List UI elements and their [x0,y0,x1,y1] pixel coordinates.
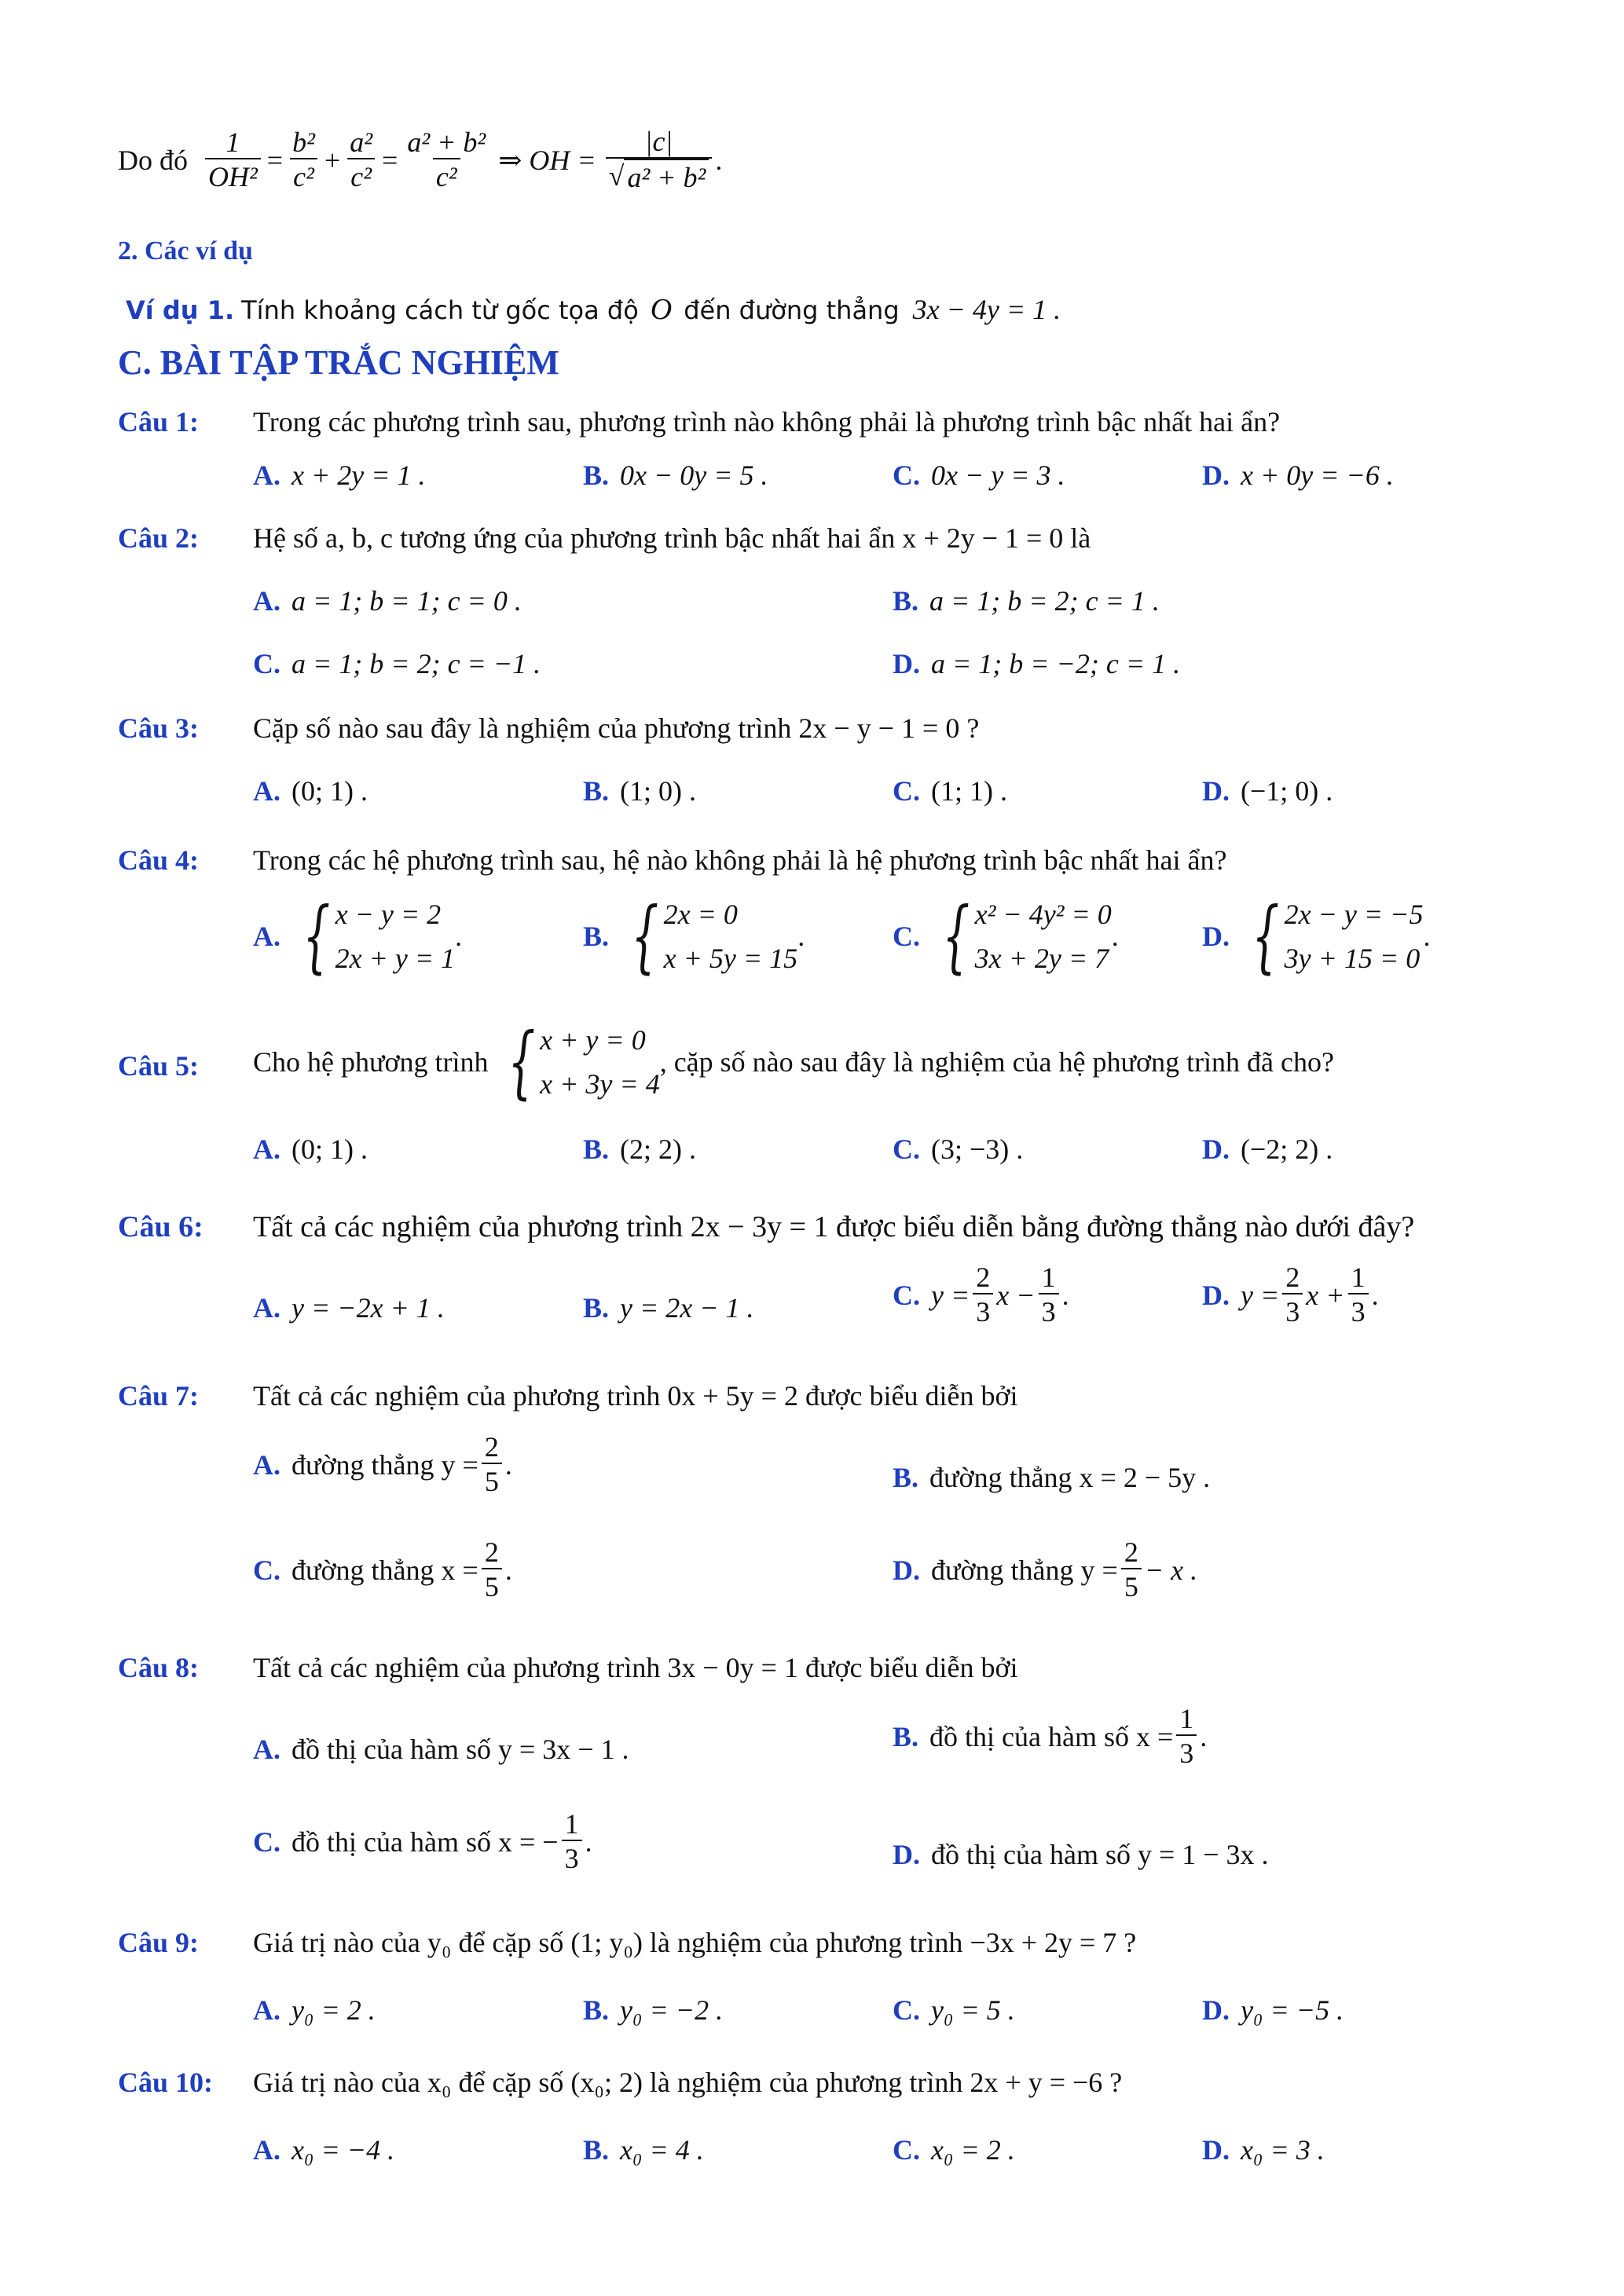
answer-text: 0x − 0y = 5 . [620,460,768,491]
answer-d[interactable] [893,647,1180,680]
intro-prefix: Do đó [118,145,188,176]
answer-c[interactable] [893,1994,1015,2027]
answer-text: y₀ = 2 . [291,1994,376,2026]
answer-key: B. [583,1994,610,2026]
equation-system [291,892,455,980]
fraction [1282,1262,1303,1329]
example-text: Tính khoảng cách từ gốc tọa độ [241,295,639,325]
answer-text: (3; −3) . [931,1133,1024,1165]
answer-b[interactable] [583,1994,723,2027]
answer-text: x − [996,1280,1036,1311]
frac-den: 5 [482,1463,502,1499]
answer-key: B. [583,2134,610,2166]
answer-text: (2; 2) . [620,1133,696,1165]
answer-d[interactable]: D. { 2x − y = −5 3y + 15 = 0 . [1202,890,1431,982]
answer-a[interactable] [253,584,522,617]
answer-text: x₀ = 3 . [1241,2134,1325,2166]
question-text: Tất cả các nghiệm của phương trình 3x − 0y = 1 được biểu diễn bởi [253,1652,1018,1683]
frac-den: 3 [562,1840,582,1876]
question-label: Câu 5: [118,1050,200,1082]
implies-text: ⇒ OH = [498,145,596,176]
fraction [1348,1262,1369,1329]
period: . [504,1449,512,1481]
answer-text: y = [1241,1280,1280,1311]
fraction [482,1431,502,1499]
answer-d[interactable] [1202,1994,1344,2027]
answer-key: B. [583,775,610,807]
fraction-4 [404,126,489,194]
example-key: Ví dụ 1. [126,295,235,325]
answer-text: x + [1306,1280,1345,1311]
answer-key: A. [253,2134,280,2166]
fraction-result [606,126,713,195]
frac-num: 1 [1179,1703,1194,1734]
answer-key: D. [1202,921,1230,952]
answer-text: đồ thị của hàm số y = 3x − 1 . [291,1734,629,1765]
answer-key: D. [1202,1133,1230,1165]
frac-num: 1 [564,1808,579,1840]
question-label: Câu 2: [118,522,200,554]
answer-text: y₀ = −2 . [620,1994,724,2026]
frac-den: c² [347,158,375,194]
answer-text: (−2; 2) . [1241,1133,1333,1165]
answer-text: 0x − y = 3 . [931,460,1065,491]
question-text: Tất cả các nghiệm của phương trình 2x − 3y = 1 được biểu diễn bằng đường thẳng nào dưới đây? [253,1210,1415,1243]
answer-key: D. [1202,775,1230,807]
answer-text: đường thẳng y = [291,1449,478,1481]
question-text: Giá trị nào của x₀ để cặp số (x₀; 2) là nghiệm của phương trình 2x + y = −6 ? [253,2067,1123,2098]
frac-num: 2 [1124,1536,1138,1568]
frac-den: c² [290,158,317,194]
question-text: Tất cả các nghiệm của phương trình 0x + 5y = 2 được biểu diễn bởi [253,1380,1018,1412]
answer-key: A. [253,1133,280,1165]
answer-key: D. [1202,1994,1230,2026]
answer-key: A. [253,585,280,617]
fraction [1039,1262,1059,1329]
system-row: 3x + 2y = 7 [974,943,1109,974]
answer-a[interactable] [253,2133,394,2166]
question-label: Câu 1: [118,406,200,438]
answer-key: B. [583,921,610,952]
answer-key: C. [893,1994,920,2026]
system-row: 2x + y = 1 [335,943,456,974]
question-label: Câu 6: [118,1210,203,1243]
answer-key: A. [253,1734,280,1765]
fraction-3 [346,126,376,194]
answer-key: B. [893,585,919,617]
period: . [504,1554,512,1586]
answer-text: đường thẳng x = [291,1554,478,1586]
frac-num: 1 [225,126,240,158]
system-row: x + y = 0 [540,1024,646,1056]
answer-b[interactable]: B. { 2x = 0 x + 5y = 15 . [583,890,805,982]
period: . [715,145,723,176]
answer-text: (0; 1) . [291,775,368,807]
answer-key: A. [253,1449,280,1481]
answer-a[interactable]: A. { x − y = 2 2x + y = 1 . [253,890,463,982]
fraction [482,1536,502,1604]
example-var: O [650,293,673,326]
frac-num: 1 [1041,1262,1056,1293]
question-label: Câu 3: [118,712,200,744]
section-2-title: 2. Các ví dụ [118,236,253,265]
answer-text: đường thẳng y = [931,1554,1118,1586]
answer-c[interactable]: C. { x² − 4y² = 0 3x + 2y = 7 . [893,890,1119,982]
answer-text: x + 0y = −6 . [1241,460,1394,491]
answer-d[interactable] [1202,1133,1333,1166]
answer-text: a = 1; b = 1; c = 0 . [291,585,522,617]
answer-text: y₀ = −5 . [1241,1994,1344,2026]
brace-icon: { [1252,890,1280,982]
answer-text: y = [931,1280,970,1311]
answer-text: y = −2x + 1 . [291,1292,445,1324]
answer-b[interactable] [893,1703,1207,1771]
answer-text: đồ thị của hàm số y = 1 − 3x . [931,1839,1269,1870]
system-row: 3y + 15 = 0 [1284,943,1421,974]
answer-b[interactable] [893,584,1160,617]
answer-text: y₀ = 5 . [931,1994,1015,2026]
answer-text: đường thẳng x = 2 − 5y . [929,1462,1211,1493]
answer-b[interactable] [583,1291,754,1324]
answer-key: D. [893,1839,920,1870]
frac-den: 3 [1282,1293,1303,1329]
answer-b[interactable] [583,1133,696,1166]
example-text-2: đến đường thẳng [684,295,900,325]
equation-system [497,1018,660,1106]
answer-key: B. [583,460,610,491]
answer-key: D. [893,648,920,679]
answer-key: C. [893,1280,920,1311]
answer-key: C. [253,1826,280,1858]
frac-num: 2 [484,1536,499,1568]
answer-text: x₀ = −4 . [291,2134,395,2166]
system-row: x + 5y = 15 [663,943,798,974]
period: . [585,1826,592,1858]
question-label: Câu 10: [118,2067,214,2098]
answer-key: B. [893,1721,919,1752]
answer-key: A. [253,921,280,952]
answer-d[interactable] [1202,1262,1379,1329]
brace-icon: { [302,890,331,982]
answer-c[interactable] [893,774,1007,807]
fraction [1176,1703,1197,1771]
answer-b[interactable] [583,774,696,807]
answer-key: C. [893,775,920,807]
brace-icon: { [507,1016,535,1108]
period: . [1371,1280,1379,1311]
answer-text: x₀ = 4 . [620,2134,704,2166]
answer-c[interactable] [893,1133,1023,1166]
answer-text: đồ thị của hàm số x = − [291,1826,559,1858]
answer-c[interactable] [893,459,1065,492]
answer-key: B. [583,1133,610,1165]
answer-b[interactable] [583,2133,704,2166]
question-label: Câu 7: [118,1380,200,1412]
answer-key: C. [893,2134,920,2166]
question-text: Cặp số nào sau đây là nghiệm của phương trình 2x − y − 1 = 0 ? [253,712,980,744]
equation-system [1241,892,1423,980]
answer-a[interactable] [253,774,368,807]
radicand: a² + b² [624,159,709,195]
answer-key: C. [893,460,920,491]
answer-key: A. [253,1292,280,1324]
system-row: 2x = 0 [663,899,738,930]
answer-text: đồ thị của hàm số x = [929,1721,1174,1752]
answer-key: C. [893,1133,920,1165]
system-row: x + 3y = 4 [540,1068,660,1100]
system-row: x² − 4y² = 0 [974,899,1112,930]
answer-c[interactable] [253,647,541,680]
answer-c[interactable] [253,1536,512,1604]
frac-num: b² [292,126,315,158]
answer-d[interactable] [893,1536,1197,1604]
example-1 [126,292,1061,328]
answer-text: (1; 1) . [931,775,1007,807]
answer-key: C. [893,921,920,952]
answer-text: (1; 0) . [620,775,696,807]
period: . [1061,1280,1069,1311]
question-text [253,1018,1334,1106]
fraction-1 [205,126,261,194]
equation-system [931,892,1112,980]
answer-text: (0; 1) . [291,1133,368,1165]
frac-den: 3 [1176,1734,1197,1771]
fraction-2 [289,126,318,194]
frac-num: 2 [976,1262,991,1293]
answer-c[interactable] [253,1808,592,1876]
frac-num: 1 [1351,1262,1366,1293]
answer-b[interactable] [583,459,768,492]
answer-key: D. [1202,460,1230,491]
frac-den: 3 [973,1293,993,1329]
frac-den: 5 [482,1568,502,1604]
answer-text: − x . [1144,1554,1198,1586]
section-c-title: C. BÀI TẬP TRẮC NGHIỆM [118,343,559,382]
answer-c[interactable] [893,1262,1069,1329]
question-text-post: , cặp số nào sau đây là nghiệm của hệ phương trình đã cho? [659,1046,1334,1078]
frac-num: a² + b² [407,126,486,158]
answer-text: a = 1; b = 2; c = −1 . [291,648,541,679]
answer-a[interactable] [253,1431,512,1499]
fraction [973,1262,993,1329]
frac-den: 3 [1348,1293,1369,1329]
question-label: Câu 8: [118,1652,200,1683]
frac-num: a² [350,126,373,158]
answer-text: a = 1; b = 2; c = 1 . [929,585,1160,617]
answer-d[interactable] [1202,774,1333,807]
answer-key: A. [253,460,280,491]
answer-text: (−1; 0) . [1241,775,1333,807]
answer-key: D. [1202,1280,1230,1311]
question-text: Trong các hệ phương trình sau, hệ nào không phải là hệ phương trình bậc nhất hai ẩn? [253,844,1227,876]
sqrt-symbol: √ [608,160,625,192]
question-text: Giá trị nào của y₀ để cặp số (1; y₀) là nghiệm của phương trình −3x + 2y = 7 ? [253,1927,1137,1958]
answer-a[interactable] [253,1733,629,1766]
answer-d[interactable] [1202,459,1394,492]
brace-icon: { [631,890,659,982]
answer-key: C. [253,1554,280,1586]
frac-den: OH² [205,158,261,194]
frac-num: |c| [644,126,673,157]
answer-c[interactable] [893,2133,1015,2166]
answer-d[interactable] [893,1838,1269,1871]
system-row: x − y = 2 [335,899,442,930]
answer-key: A. [253,775,280,807]
answer-key: B. [893,1462,919,1493]
equation-system [620,892,797,980]
answer-a[interactable] [253,1994,376,2027]
answer-text: y = 2x − 1 . [620,1292,754,1324]
answer-d[interactable] [1202,2133,1325,2166]
frac-den [606,157,713,195]
frac-den: 3 [1039,1293,1059,1329]
fraction [1121,1536,1142,1604]
frac-den: 5 [1121,1568,1142,1604]
answer-text: a = 1; b = −2; c = 1 . [931,648,1181,679]
example-eq: 3x − 4y = 1 . [912,294,1061,325]
answer-a[interactable] [253,459,426,492]
answer-key: D. [1202,2134,1230,2166]
question-text: Trong các phương trình sau, phương trình nào không phải là phương trình bậc nhất hai ẩn? [253,406,1281,438]
answer-a[interactable] [253,1291,445,1324]
system-row: 2x − y = −5 [1284,899,1424,930]
answer-key: D. [893,1554,920,1586]
answer-key: C. [253,648,280,679]
question-label: Câu 9: [118,1927,200,1958]
question-label: Câu 4: [118,844,200,876]
fraction [562,1808,582,1876]
intro-formula: Do đó $\frac{1}{\text{OH²}}$ = $\frac{\text{b²}}{\text{c²}}$ + $\frac{\text{a²}}{\text{c²}}$ = $\frac{\text{a² + b²}}{\text{c²}}$ ⇒ OH = |c| √ a² + b² . [118,126,723,193]
answer-a[interactable] [253,1133,368,1166]
frac-den: c² [433,158,460,194]
frac-num: 2 [484,1431,499,1463]
frac-num: 2 [1285,1262,1300,1293]
answer-key: B. [583,1292,610,1324]
brace-icon: { [942,890,970,982]
answer-key: A. [253,1994,280,2026]
question-text: Hệ số a, b, c tương ứng của phương trình bậc nhất hai ẩn x + 2y − 1 = 0 là [253,522,1091,554]
question-text-pre: Cho hệ phương trình [253,1046,489,1078]
answer-text: x + 2y = 1 . [291,460,426,491]
answer-b[interactable] [893,1461,1210,1494]
answer-text: x₀ = 2 . [931,2134,1015,2166]
period: . [1200,1721,1208,1752]
